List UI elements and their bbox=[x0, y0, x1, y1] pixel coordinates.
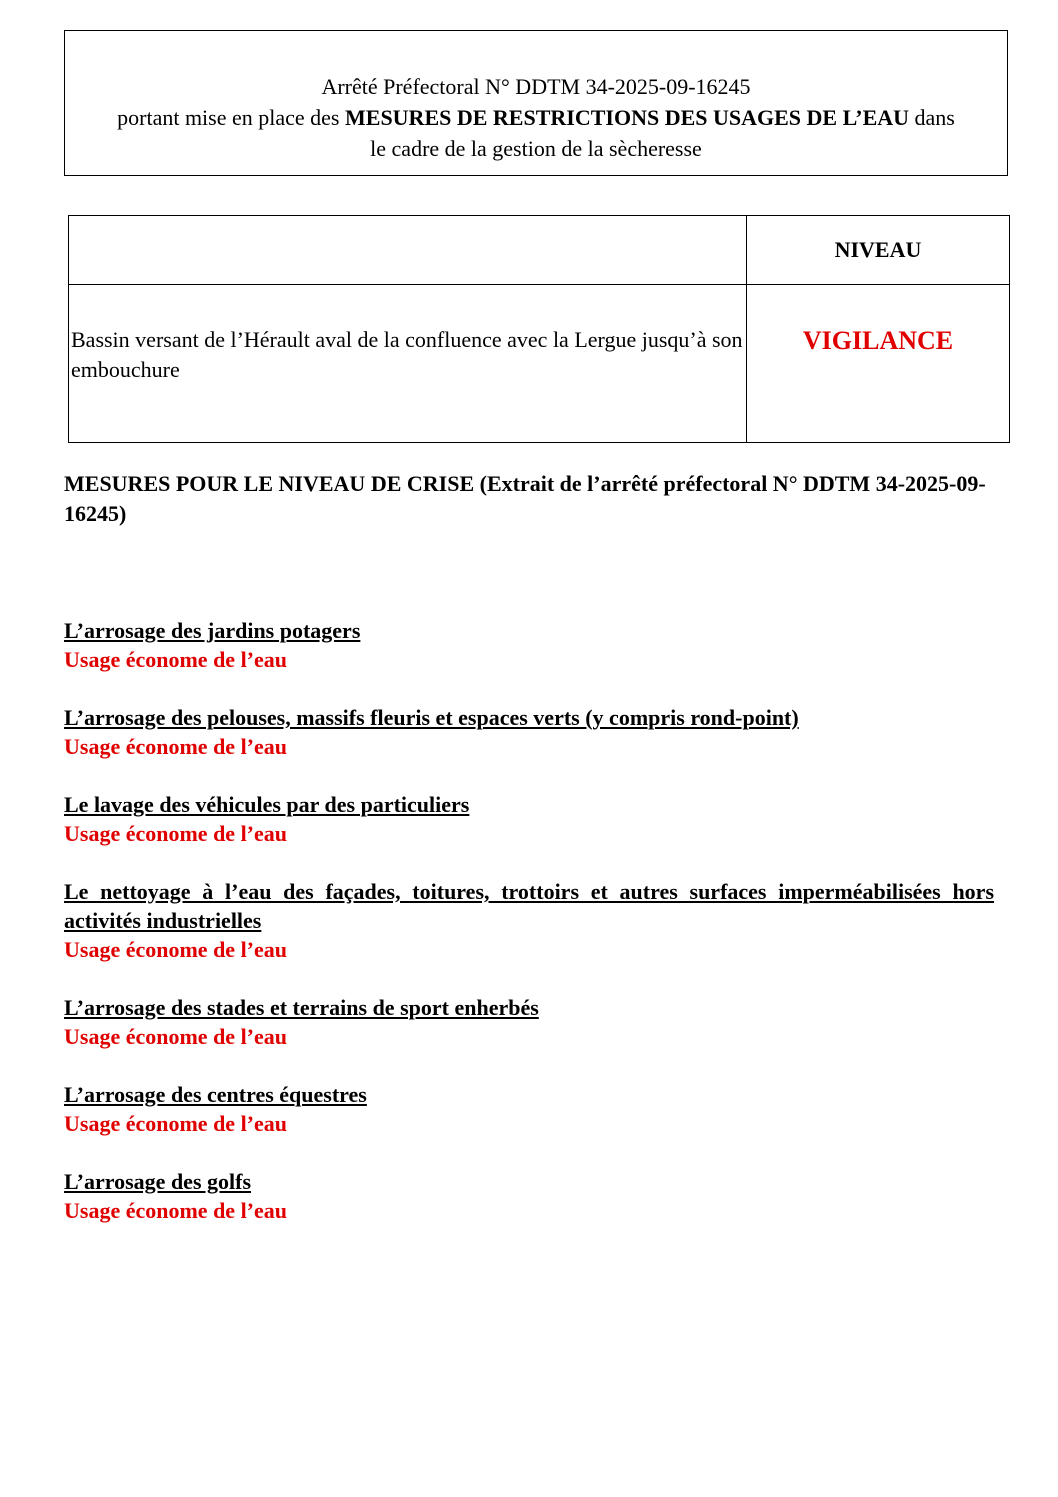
level-table bbox=[68, 215, 1010, 443]
decree-subject bbox=[65, 102, 1007, 133]
level-column-header: NIVEAU bbox=[747, 216, 1010, 285]
level-table-row bbox=[69, 285, 1010, 443]
measure-title: L’arrosage des centres équestres bbox=[64, 1082, 367, 1107]
decree-subject-bold: MESURES DE RESTRICTIONS DES USAGES DE L’EAU bbox=[345, 105, 910, 130]
measure-status: Usage économe de l’eau bbox=[64, 1198, 288, 1223]
measure-status: Usage économe de l’eau bbox=[64, 734, 288, 759]
bassin-name: Bassin versant de l’Hérault aval de la confluence avec la Lergue jusqu’à son embouchure bbox=[69, 285, 747, 443]
measure-item bbox=[64, 993, 994, 1051]
level-value: VIGILANCE bbox=[747, 285, 1010, 443]
measures-list bbox=[64, 616, 994, 1254]
measure-status: Usage économe de l’eau bbox=[64, 821, 288, 846]
measure-item bbox=[64, 616, 994, 674]
decree-context: le cadre de la gestion de la sècheresse bbox=[370, 136, 702, 161]
measure-item bbox=[64, 877, 994, 964]
measure-title: L’arrosage des jardins potagers bbox=[64, 618, 361, 643]
measure-title: Le nettoyage à l’eau des façades, toitures, trottoirs et autres surfaces imperméabilisées hors activités industrielles bbox=[64, 879, 994, 933]
measure-item bbox=[64, 1080, 994, 1138]
measure-item bbox=[64, 703, 994, 761]
measure-item bbox=[64, 790, 994, 848]
measure-title: L’arrosage des golfs bbox=[64, 1169, 251, 1194]
decree-subject-prefix: portant mise en place des bbox=[117, 105, 345, 130]
measure-status: Usage économe de l’eau bbox=[64, 1024, 288, 1049]
measure-title: L’arrosage des pelouses, massifs fleuris et espaces verts (y compris rond-point) bbox=[64, 705, 799, 730]
level-table-empty-header bbox=[69, 216, 747, 285]
section-heading: MESURES POUR LE NIVEAU DE CRISE (Extrait de l’arrêté préfectoral N° DDTM 34-2025-09-16245) bbox=[64, 471, 986, 526]
level-table-header-row bbox=[69, 216, 1010, 285]
measure-status: Usage économe de l’eau bbox=[64, 1111, 288, 1136]
measure-title: L’arrosage des stades et terrains de sport enherbés bbox=[64, 995, 539, 1020]
measure-title: Le lavage des véhicules par des particuliers bbox=[64, 792, 470, 817]
decree-number: Arrêté Préfectoral N° DDTM 34-2025-09-16245 bbox=[321, 74, 751, 99]
decree-title-box bbox=[64, 30, 1008, 176]
measure-status: Usage économe de l’eau bbox=[64, 647, 288, 672]
measure-item bbox=[64, 1167, 994, 1225]
decree-subject-suffix: dans bbox=[909, 105, 955, 130]
measure-status: Usage économe de l’eau bbox=[64, 937, 288, 962]
